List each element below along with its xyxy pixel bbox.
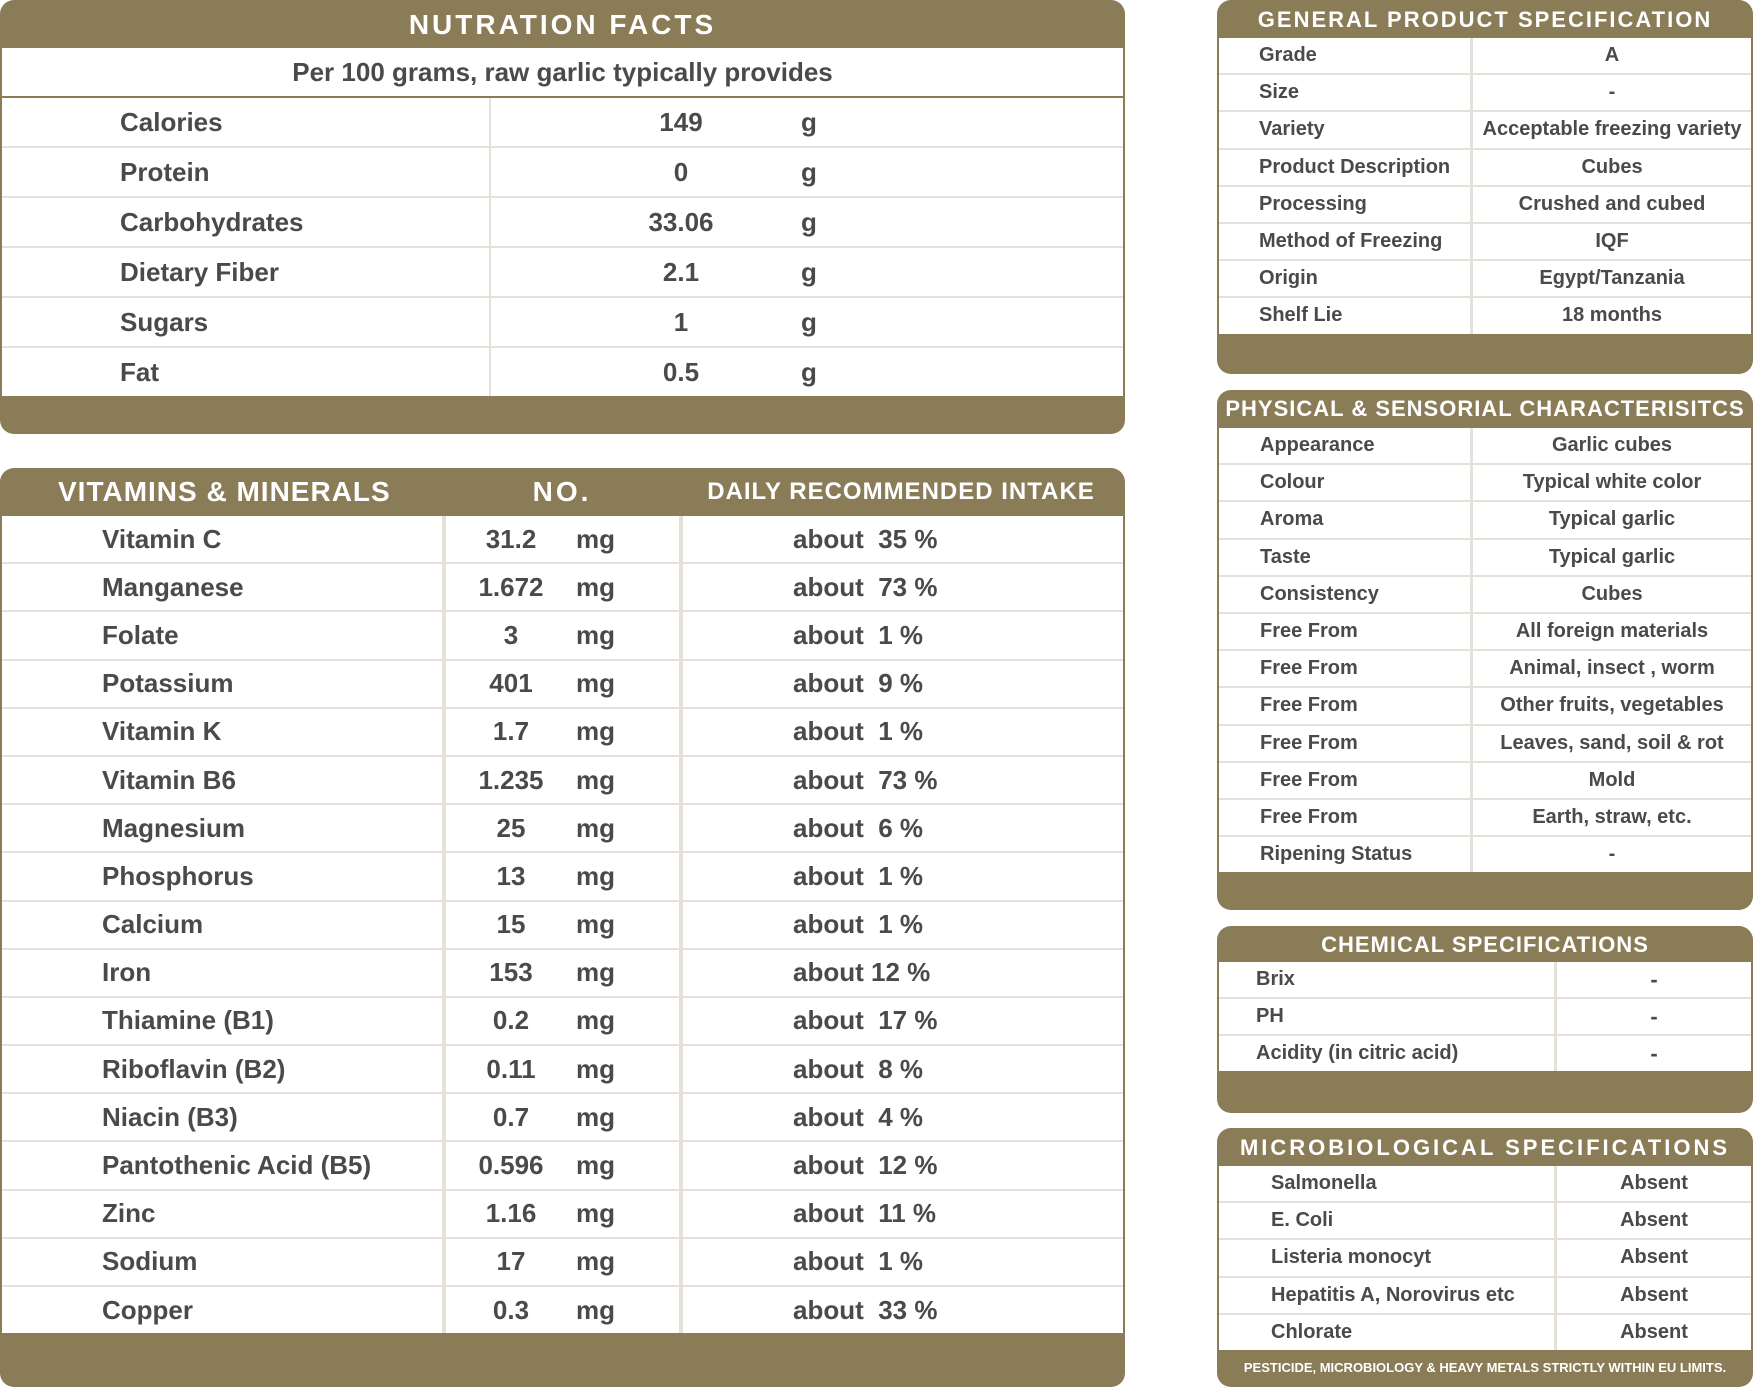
vitamin-name: Zinc bbox=[2, 1191, 442, 1237]
chemical-spec-row bbox=[1219, 1036, 1751, 1071]
nutrient-value: 2.1 bbox=[662, 256, 700, 287]
nutrient-unit: g bbox=[801, 156, 817, 187]
vitamin-unit: mg bbox=[576, 1005, 615, 1036]
general-spec-row bbox=[1219, 261, 1751, 296]
vitamin-dri: about 8 % bbox=[683, 1046, 1123, 1092]
vitamin-unit: mg bbox=[576, 571, 615, 602]
vitamin-name: Potassium bbox=[2, 661, 442, 707]
nutrient-value-cell bbox=[491, 298, 1123, 346]
vitamin-name: Pantothenic Acid (B5) bbox=[2, 1142, 442, 1188]
chemical-spec-row bbox=[1219, 962, 1751, 997]
physical-spec-row bbox=[1219, 651, 1751, 686]
vitamin-unit: mg bbox=[576, 716, 615, 747]
spec-value: Animal, insect , worm bbox=[1473, 651, 1751, 686]
micro-spec-row bbox=[1219, 1278, 1751, 1313]
vitamin-amount: 0.2 bbox=[492, 1005, 530, 1036]
vitamin-amount-cell bbox=[446, 612, 679, 658]
vitamin-row bbox=[2, 1046, 1123, 1092]
nutrient-value: 149 bbox=[659, 106, 703, 137]
vitamin-unit: mg bbox=[576, 764, 615, 795]
vitamin-amount: 15 bbox=[496, 909, 526, 940]
nutrient-value: 0 bbox=[673, 156, 689, 187]
spec-value: Absent bbox=[1557, 1166, 1751, 1201]
spec-key: Free From bbox=[1219, 763, 1470, 798]
vitamin-row bbox=[2, 1094, 1123, 1140]
nutrient-value: 0.5 bbox=[662, 356, 700, 387]
vitamin-unit: mg bbox=[576, 1198, 615, 1229]
vitamin-name: Vitamin K bbox=[2, 709, 442, 755]
spec-value: Egypt/Tanzania bbox=[1473, 261, 1751, 296]
vitamins-minerals-panel bbox=[0, 468, 1125, 1387]
vitamin-name: Thiamine (B1) bbox=[2, 998, 442, 1044]
spec-key: Free From bbox=[1219, 614, 1470, 649]
general-spec-panel bbox=[1217, 0, 1753, 374]
vitamin-unit: mg bbox=[576, 909, 615, 940]
nutrient-name: Sugars bbox=[2, 298, 489, 346]
vitamin-name: Iron bbox=[2, 950, 442, 996]
vitamin-name: Copper bbox=[2, 1287, 442, 1333]
general-spec-table bbox=[1219, 38, 1751, 334]
vitamin-dri: about 11 % bbox=[683, 1191, 1123, 1237]
physical-spec-row bbox=[1219, 763, 1751, 798]
physical-spec-row bbox=[1219, 688, 1751, 723]
spec-key: Free From bbox=[1219, 688, 1470, 723]
vitamin-row bbox=[2, 1239, 1123, 1285]
vitamin-amount: 1.7 bbox=[492, 716, 530, 747]
vitamin-amount-cell bbox=[446, 950, 679, 996]
nutrition-row bbox=[2, 298, 1123, 346]
spec-value: - bbox=[1557, 1036, 1751, 1071]
vitamins-table bbox=[2, 516, 1123, 1333]
general-spec-row bbox=[1219, 150, 1751, 185]
spec-key: Product Description bbox=[1219, 150, 1470, 185]
vitamin-name: Calcium bbox=[2, 902, 442, 948]
vitamin-name: Folate bbox=[2, 612, 442, 658]
nutrient-unit: g bbox=[801, 256, 817, 287]
vitamin-name: Riboflavin (B2) bbox=[2, 1046, 442, 1092]
vitamin-dri: about 4 % bbox=[683, 1094, 1123, 1140]
vitamin-dri: about 17 % bbox=[683, 998, 1123, 1044]
chemical-spec-row bbox=[1219, 999, 1751, 1034]
vitamin-dri: about 1 % bbox=[683, 902, 1123, 948]
vitamin-amount: 17 bbox=[496, 1246, 526, 1277]
nutrient-value-cell bbox=[491, 198, 1123, 246]
vitamin-dri: about 35 % bbox=[683, 516, 1123, 562]
vitamin-name: Vitamin C bbox=[2, 516, 442, 562]
spec-value: - bbox=[1473, 75, 1751, 110]
vitamin-amount-cell bbox=[446, 516, 679, 562]
spec-key: Free From bbox=[1219, 726, 1470, 761]
spec-key: Salmonella bbox=[1219, 1166, 1554, 1201]
nutrition-row bbox=[2, 248, 1123, 296]
nutrition-table bbox=[2, 98, 1123, 396]
vitamin-amount-cell bbox=[446, 902, 679, 948]
vitamin-amount: 0.11 bbox=[486, 1053, 536, 1084]
physical-spec-row bbox=[1219, 428, 1751, 463]
general-spec-title: GENERAL PRODUCT SPECIFICATION bbox=[1257, 7, 1713, 32]
spec-value: Absent bbox=[1557, 1315, 1751, 1350]
vitamin-row bbox=[2, 1191, 1123, 1237]
spec-key: Consistency bbox=[1219, 577, 1470, 612]
vitamin-unit: mg bbox=[576, 1053, 615, 1084]
microbiological-spec-title: MICROBIOLOGICAL SPECIFICATIONS bbox=[1239, 1135, 1731, 1160]
spec-value: Acceptable freezing variety bbox=[1473, 112, 1751, 147]
vitamins-header-no: NO. bbox=[532, 476, 592, 507]
vitamin-dri: about 1 % bbox=[683, 709, 1123, 755]
vitamin-dri: about 12 % bbox=[683, 1142, 1123, 1188]
spec-key: Taste bbox=[1219, 540, 1470, 575]
vitamin-name: Sodium bbox=[2, 1239, 442, 1285]
spec-value: A bbox=[1473, 38, 1751, 73]
vitamin-amount: 1.672 bbox=[478, 571, 544, 602]
vitamin-amount: 401 bbox=[489, 668, 533, 699]
spec-key: Hepatitis A, Norovirus etc bbox=[1219, 1278, 1554, 1313]
physical-sensorial-panel bbox=[1217, 390, 1753, 910]
vitamin-row bbox=[2, 757, 1123, 803]
vitamin-row bbox=[2, 998, 1123, 1044]
vitamin-row bbox=[2, 902, 1123, 948]
spec-value: Typical garlic bbox=[1473, 540, 1751, 575]
vitamin-row bbox=[2, 661, 1123, 707]
general-spec-row bbox=[1219, 187, 1751, 222]
spec-value: Earth, straw, etc. bbox=[1473, 800, 1751, 835]
nutrient-unit: g bbox=[801, 306, 817, 337]
vitamin-amount: 0.596 bbox=[478, 1150, 544, 1181]
physical-sensorial-title: PHYSICAL & SENSORIAL CHARACTERISITCS bbox=[1225, 396, 1745, 421]
vitamin-unit: mg bbox=[576, 1101, 615, 1132]
spec-value: 18 months bbox=[1473, 298, 1751, 333]
spec-key: Colour bbox=[1219, 465, 1470, 500]
spec-key: E. Coli bbox=[1219, 1203, 1554, 1238]
vitamin-dri: about 33 % bbox=[683, 1287, 1123, 1333]
physical-spec-row bbox=[1219, 837, 1751, 872]
vitamin-amount-cell bbox=[446, 1191, 679, 1237]
vitamin-amount: 153 bbox=[489, 957, 533, 988]
nutrition-row bbox=[2, 98, 1123, 146]
vitamin-amount-cell bbox=[446, 709, 679, 755]
vitamin-dri: about 73 % bbox=[683, 564, 1123, 610]
vitamin-dri: about 1 % bbox=[683, 1239, 1123, 1285]
spec-value: Cubes bbox=[1473, 150, 1751, 185]
vitamin-amount: 1.16 bbox=[485, 1198, 537, 1229]
vitamin-amount: 3 bbox=[503, 619, 519, 650]
spec-value: All foreign materials bbox=[1473, 614, 1751, 649]
vitamin-amount: 1.235 bbox=[478, 764, 544, 795]
spec-value: Cubes bbox=[1473, 577, 1751, 612]
spec-key: Variety bbox=[1219, 112, 1470, 147]
vitamin-amount: 31.2 bbox=[485, 523, 537, 554]
vitamin-amount-cell bbox=[446, 805, 679, 851]
spec-value: Typical garlic bbox=[1473, 502, 1751, 537]
spec-key: Free From bbox=[1219, 800, 1470, 835]
physical-spec-row bbox=[1219, 614, 1751, 649]
vitamin-amount-cell bbox=[446, 661, 679, 707]
vitamin-dri: about 12 % bbox=[683, 950, 1123, 996]
vitamin-amount-cell bbox=[446, 757, 679, 803]
vitamin-amount: 0.7 bbox=[492, 1101, 530, 1132]
nutrient-unit: g bbox=[801, 106, 817, 137]
vitamin-unit: mg bbox=[576, 957, 615, 988]
physical-sensorial-table bbox=[1219, 428, 1751, 872]
vitamin-row bbox=[2, 612, 1123, 658]
vitamin-unit: mg bbox=[576, 1294, 615, 1325]
general-spec-row bbox=[1219, 38, 1751, 73]
vitamin-dri: about 1 % bbox=[683, 853, 1123, 899]
nutrition-facts-subtitle: Per 100 grams, raw garlic typically provides bbox=[2, 48, 1123, 96]
nutrient-value: 1 bbox=[673, 306, 689, 337]
general-spec-row bbox=[1219, 298, 1751, 333]
nutrient-value-cell bbox=[491, 248, 1123, 296]
physical-spec-row bbox=[1219, 800, 1751, 835]
vitamin-amount: 13 bbox=[496, 860, 526, 891]
spec-key: Acidity (in citric acid) bbox=[1219, 1036, 1554, 1071]
nutrient-unit: g bbox=[801, 206, 817, 237]
vitamin-unit: mg bbox=[576, 619, 615, 650]
microbiological-spec-table bbox=[1219, 1166, 1751, 1350]
spec-key: Free From bbox=[1219, 651, 1470, 686]
spec-value: Absent bbox=[1557, 1203, 1751, 1238]
nutrient-value: 33.06 bbox=[648, 206, 714, 237]
vitamin-name: Phosphorus bbox=[2, 853, 442, 899]
spec-key: Processing bbox=[1219, 187, 1470, 222]
spec-key: Listeria monocyt bbox=[1219, 1240, 1554, 1275]
vitamin-unit: mg bbox=[576, 1150, 615, 1181]
spec-value: Other fruits, vegetables bbox=[1473, 688, 1751, 723]
vitamin-amount: 25 bbox=[496, 812, 526, 843]
spec-value: Absent bbox=[1557, 1278, 1751, 1313]
vitamin-row bbox=[2, 1287, 1123, 1333]
vitamin-row bbox=[2, 516, 1123, 562]
nutrition-row bbox=[2, 348, 1123, 396]
vitamin-row bbox=[2, 1142, 1123, 1188]
general-spec-row bbox=[1219, 224, 1751, 259]
physical-spec-row bbox=[1219, 726, 1751, 761]
vitamins-header-dri: DAILY RECOMMENDED INTAKE bbox=[707, 478, 1095, 505]
nutrition-facts-title: NUTRATION FACTS bbox=[408, 9, 717, 40]
vitamin-row bbox=[2, 564, 1123, 610]
spec-value: Garlic cubes bbox=[1473, 428, 1751, 463]
nutrient-value-cell bbox=[491, 98, 1123, 146]
general-spec-row bbox=[1219, 112, 1751, 147]
spec-key: Ripening Status bbox=[1219, 837, 1470, 872]
nutrient-name: Protein bbox=[2, 148, 489, 196]
spec-value: IQF bbox=[1473, 224, 1751, 259]
vitamins-header-name: VITAMINS & MINERALS bbox=[58, 476, 391, 507]
vitamin-dri: about 9 % bbox=[683, 661, 1123, 707]
vitamin-unit: mg bbox=[576, 523, 615, 554]
vitamin-unit: mg bbox=[576, 1246, 615, 1277]
spec-value: Leaves, sand, soil & rot bbox=[1473, 726, 1751, 761]
spec-key: PH bbox=[1219, 999, 1554, 1034]
vitamin-name: Niacin (B3) bbox=[2, 1094, 442, 1140]
general-spec-row bbox=[1219, 75, 1751, 110]
vitamin-unit: mg bbox=[576, 812, 615, 843]
nutrition-row bbox=[2, 198, 1123, 246]
micro-spec-row bbox=[1219, 1203, 1751, 1238]
nutrient-unit: g bbox=[801, 356, 817, 387]
spec-key: Chlorate bbox=[1219, 1315, 1554, 1350]
micro-spec-row bbox=[1219, 1166, 1751, 1201]
nutrient-value-cell bbox=[491, 348, 1123, 396]
nutrition-facts-panel bbox=[0, 0, 1125, 434]
spec-key: Shelf Lie bbox=[1219, 298, 1470, 333]
spec-value: Typical white color bbox=[1473, 465, 1751, 500]
vitamin-amount-cell bbox=[446, 1287, 679, 1333]
physical-spec-row bbox=[1219, 577, 1751, 612]
vitamins-header bbox=[0, 468, 1125, 516]
spec-key: Brix bbox=[1219, 962, 1554, 997]
chemical-spec-title: CHEMICAL SPECIFICATIONS bbox=[1321, 932, 1649, 957]
vitamin-amount-cell bbox=[446, 1239, 679, 1285]
spec-key: Method of Freezing bbox=[1219, 224, 1470, 259]
spec-key: Grade bbox=[1219, 38, 1470, 73]
spec-value: - bbox=[1557, 962, 1751, 997]
vitamin-amount-cell bbox=[446, 564, 679, 610]
spec-value: - bbox=[1557, 999, 1751, 1034]
vitamin-name: Manganese bbox=[2, 564, 442, 610]
nutrient-name: Carbohydrates bbox=[2, 198, 489, 246]
spec-key: Size bbox=[1219, 75, 1470, 110]
physical-spec-row bbox=[1219, 502, 1751, 537]
vitamin-amount-cell bbox=[446, 1094, 679, 1140]
vitamin-amount-cell bbox=[446, 1046, 679, 1092]
vitamin-amount-cell bbox=[446, 1142, 679, 1188]
vitamin-name: Vitamin B6 bbox=[2, 757, 442, 803]
vitamin-amount: 0.3 bbox=[492, 1294, 530, 1325]
nutrient-name: Dietary Fiber bbox=[2, 248, 489, 296]
spec-key: Aroma bbox=[1219, 502, 1470, 537]
eu-limits-footnote: PESTICIDE, MICROBIOLOGY & HEAVY METALS STRICTLY WITHIN EU LIMITS. bbox=[1243, 1359, 1727, 1375]
vitamin-dri: about 6 % bbox=[683, 805, 1123, 851]
spec-key: Appearance bbox=[1219, 428, 1470, 463]
physical-spec-row bbox=[1219, 465, 1751, 500]
vitamin-row bbox=[2, 950, 1123, 996]
microbiological-spec-panel bbox=[1217, 1128, 1753, 1387]
nutrient-name: Calories bbox=[2, 98, 489, 146]
spec-value: - bbox=[1473, 837, 1751, 872]
vitamin-name: Magnesium bbox=[2, 805, 442, 851]
vitamin-amount-cell bbox=[446, 998, 679, 1044]
vitamin-unit: mg bbox=[576, 668, 615, 699]
micro-spec-row bbox=[1219, 1315, 1751, 1350]
chemical-spec-panel bbox=[1217, 926, 1753, 1113]
spec-value: Mold bbox=[1473, 763, 1751, 798]
vitamin-row bbox=[2, 853, 1123, 899]
vitamin-row bbox=[2, 709, 1123, 755]
micro-spec-row bbox=[1219, 1240, 1751, 1275]
spec-key: Origin bbox=[1219, 261, 1470, 296]
vitamin-dri: about 73 % bbox=[683, 757, 1123, 803]
physical-spec-row bbox=[1219, 540, 1751, 575]
vitamin-row bbox=[2, 805, 1123, 851]
nutrient-name: Fat bbox=[2, 348, 489, 396]
nutrient-value-cell bbox=[491, 148, 1123, 196]
spec-value: Absent bbox=[1557, 1240, 1751, 1275]
vitamin-dri: about 1 % bbox=[683, 612, 1123, 658]
spec-value: Crushed and cubed bbox=[1473, 187, 1751, 222]
chemical-spec-table bbox=[1219, 962, 1751, 1071]
vitamin-unit: mg bbox=[576, 860, 615, 891]
vitamin-amount-cell bbox=[446, 853, 679, 899]
nutrition-row bbox=[2, 148, 1123, 196]
